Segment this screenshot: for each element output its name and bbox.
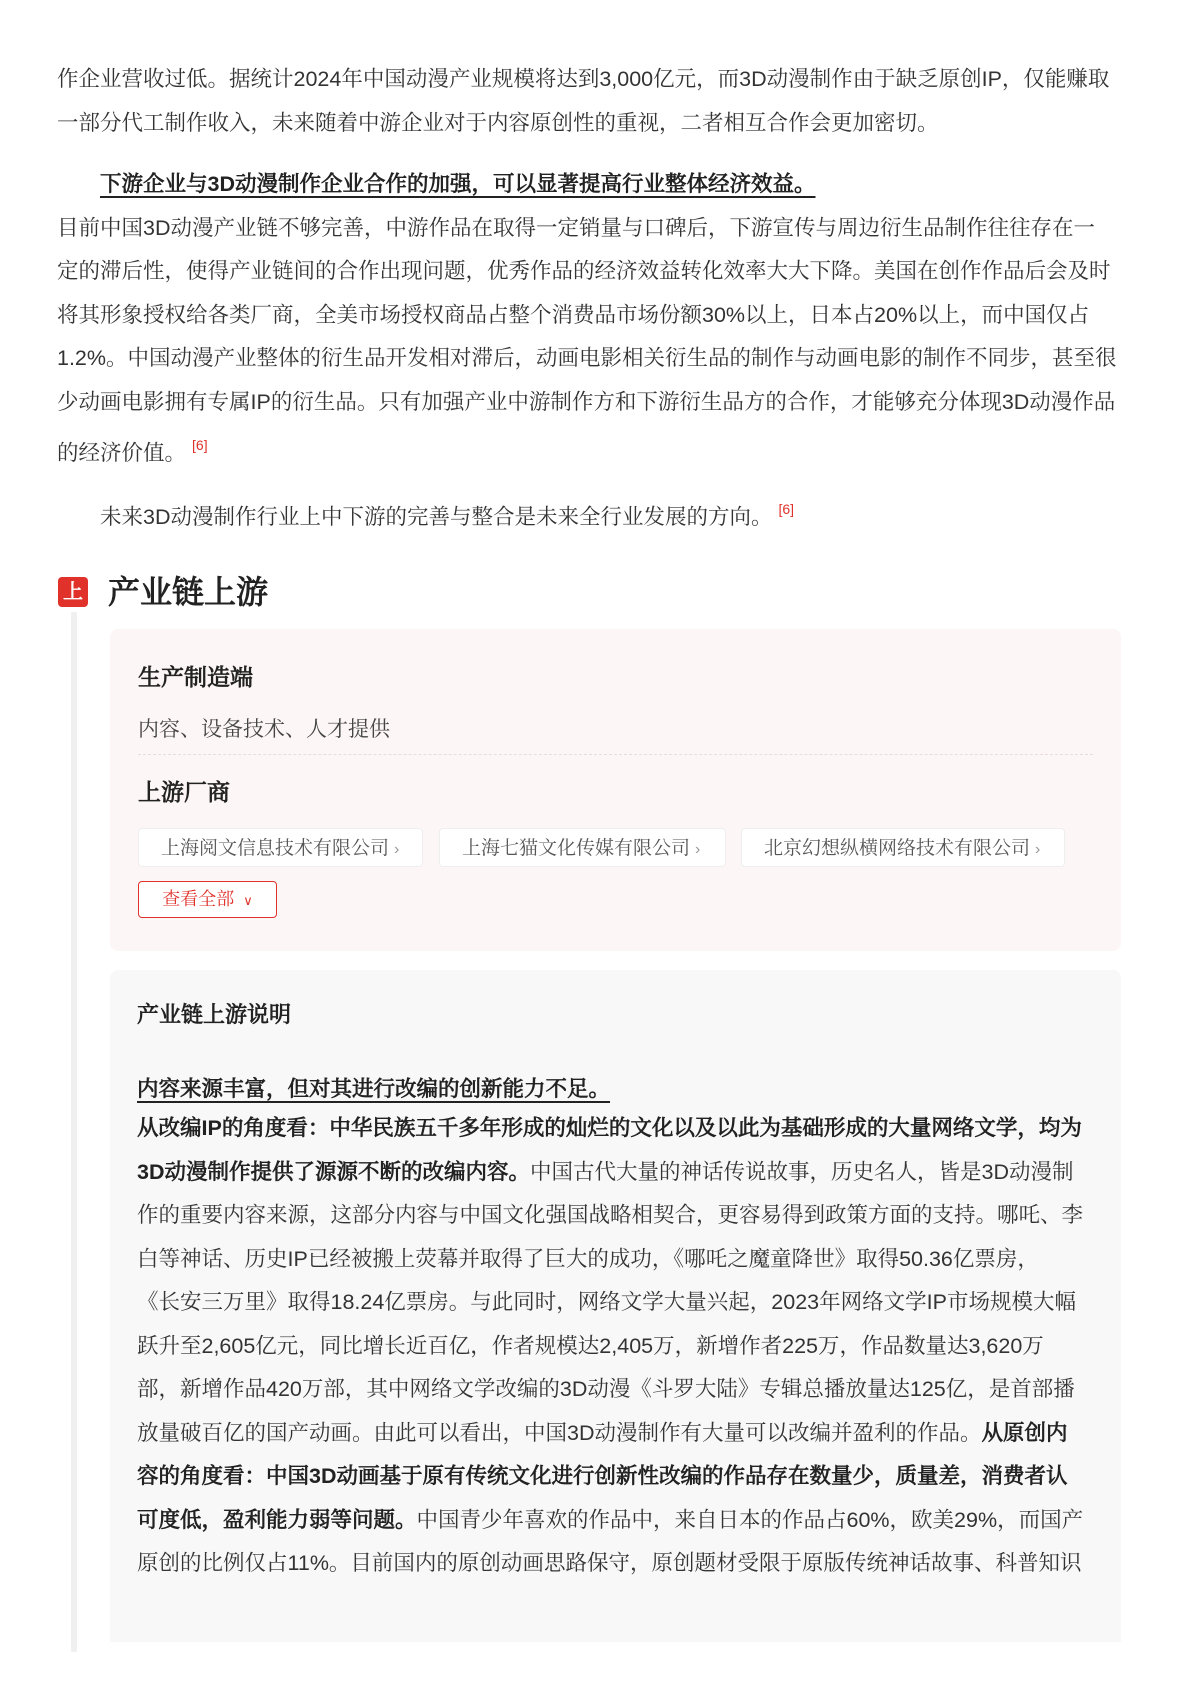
text-line [137,1151,1083,1195]
text-line [57,207,1127,251]
text-span: 白等神话、历史IP已经被搬上荧幕并取得了巨大的成功，《哪吒之魔童降世》取得50.36亿票房， [137,1246,1039,1271]
text-span: 部，新增作品420万部，其中网络文学改编的3D动漫《斗罗大陆》专辑总播放量达125亿，是首部播 [137,1377,1075,1401]
subheading: 下游企业与3D动漫制作企业合作的加强，可以显著提高行业整体经济效益。 [100,172,816,196]
text-line [137,1325,1083,1369]
text-span: 定的滞后性，使得产业链间的合作出现问题，优秀作品的经济效益转化效率大大下降。美国在创作作品后会及时 [57,259,1111,283]
text-span: 原创的比例仅占11%。目前国内的原创动画思路保守，原创题材受限于原版传统神话故事、科普知识 [137,1551,1082,1575]
paragraph [57,163,1127,207]
text-line [137,1499,1083,1543]
vendor-chip[interactable] [138,828,423,867]
view-all-label: 查看全部 [162,889,235,909]
text-line [137,1412,1083,1456]
text-line [57,488,1127,532]
card-title: 生产制造端 [138,664,253,690]
text-line [57,102,1127,146]
chevron-right-icon: › [1035,841,1041,858]
paragraph [57,58,1127,145]
text-span: 将其形象授权给各类厂商，全美市场授权商品占整个消费品市场份额30%以上，日本占20%以上，而中国仅占 [57,302,1090,327]
timeline-line [71,612,77,1652]
text-span: 《长安三万里》取得18.24亿票房。与此同时，网络文学大量兴起，2023年网络文学IP市场规模大幅 [137,1290,1076,1314]
citation-link[interactable]: [6] [778,500,795,517]
vendor-name: 上海七猫文化传媒有限公司 [462,838,691,859]
section-badge-icon: 上 [58,577,88,607]
text-span: 可度低，盈利能力弱等问题。 [137,1507,417,1532]
explanation-text [137,1068,1083,1586]
text-line [137,1238,1083,1282]
text-span: 从改编IP的角度看：中华民族五千多年形成的灿烂的文化以及以此为基础形成的大量网络文学，均为 [137,1116,1082,1140]
text-span: 跃升至2,605亿元，同比增长近百亿，作者规模达2,405万，新增作者225万，作品数量达3,620万 [137,1333,1044,1358]
text-line [57,381,1127,425]
text-line [137,1542,1083,1586]
production-card [110,629,1121,951]
text-line [137,1107,1083,1151]
text-span: 1.2%。中国动漫产业整体的衍生品开发相对滞后，动画电影相关衍生品的制作与动画电影的制作不同步，甚至很 [57,346,1117,370]
text-span: 容的角度看：中国3D动画基于原有传统文化进行创新性改编的作品存在数量少，质量差，消费者认 [137,1464,1068,1488]
section-title: 产业链上游 [108,574,269,610]
subheading: 内容来源丰富，但对其进行改编的创新能力不足。 [137,1077,611,1101]
text-span: 中国青少年喜欢的作品中，来自日本的作品占60%，欧美29%，而国产 [416,1507,1084,1532]
vendor-name: 上海阅文信息技术有限公司 [161,838,390,859]
divider [138,754,1093,755]
text-line [57,424,1127,468]
text-line [57,58,1127,102]
upstream-explanation-card [110,970,1121,1642]
paragraph [57,488,1127,532]
text-span: 作企业营收过低。据统计2024年中国动漫产业规模将达到3,000亿元，而3D动漫制作由于缺乏原创IP，仅能赚取 [57,67,1110,91]
vendor-name: 北京幻想纵横网络技术有限公司 [764,838,1031,859]
text-span: 的经济价值。 [57,441,187,465]
text-span: 未来3D动漫制作行业上中下游的完善与整合是未来全行业发展的方向。 [100,504,773,529]
text-span: 作的重要内容来源，这部分内容与中国文化强国战略相契合，更容易得到政策方面的支持。哪吒、李 [137,1203,1084,1227]
chevron-down-icon: ∨ [243,893,253,908]
text-line [57,250,1127,294]
text-span: 一部分代工制作收入，未来随着中游企业对于内容原创性的重视，二者相互合作会更加密切。 [57,110,939,135]
vendors-title: 上游厂商 [138,779,230,805]
text-line [137,1455,1083,1499]
text-span: 从原创内 [981,1420,1068,1445]
view-all-button[interactable] [138,881,277,918]
text-span: 中国古代大量的神话传说故事，历史名人，皆是3D动漫制 [530,1159,1074,1184]
chevron-right-icon: › [394,841,400,858]
text-span: 放量破百亿的国产动画。由此可以看出，中国3D动漫制作有大量可以改编并盈利的作品。 [137,1420,982,1445]
text-line [137,1368,1083,1412]
text-line [57,294,1127,338]
text-span: 目前中国3D动漫产业链不够完善，中游作品在取得一定销量与口碑后，下游宣传与周边衍生品制作往往存在一 [57,215,1095,240]
vendor-chip[interactable] [439,828,726,867]
text-line [137,1068,1083,1107]
text-line [57,163,1127,207]
paragraph [57,207,1127,468]
vendor-chip[interactable] [741,828,1065,867]
card-title: 产业链上游说明 [137,1002,292,1027]
text-span: 3D动漫制作提供了源源不断的改编内容。 [137,1159,530,1184]
text-line [137,1281,1083,1325]
text-line [57,337,1127,381]
chevron-right-icon: › [695,841,701,858]
citation-link[interactable]: [6] [192,437,208,453]
article-text [57,58,1127,531]
text-line [137,1194,1083,1238]
card-description: 内容、设备技术、人才提供 [138,718,390,741]
text-span: 少动画电影拥有专属IP的衍生品。只有加强产业中游制作方和下游衍生品方的合作，才能够充分体现3D动漫作品 [57,389,1116,414]
